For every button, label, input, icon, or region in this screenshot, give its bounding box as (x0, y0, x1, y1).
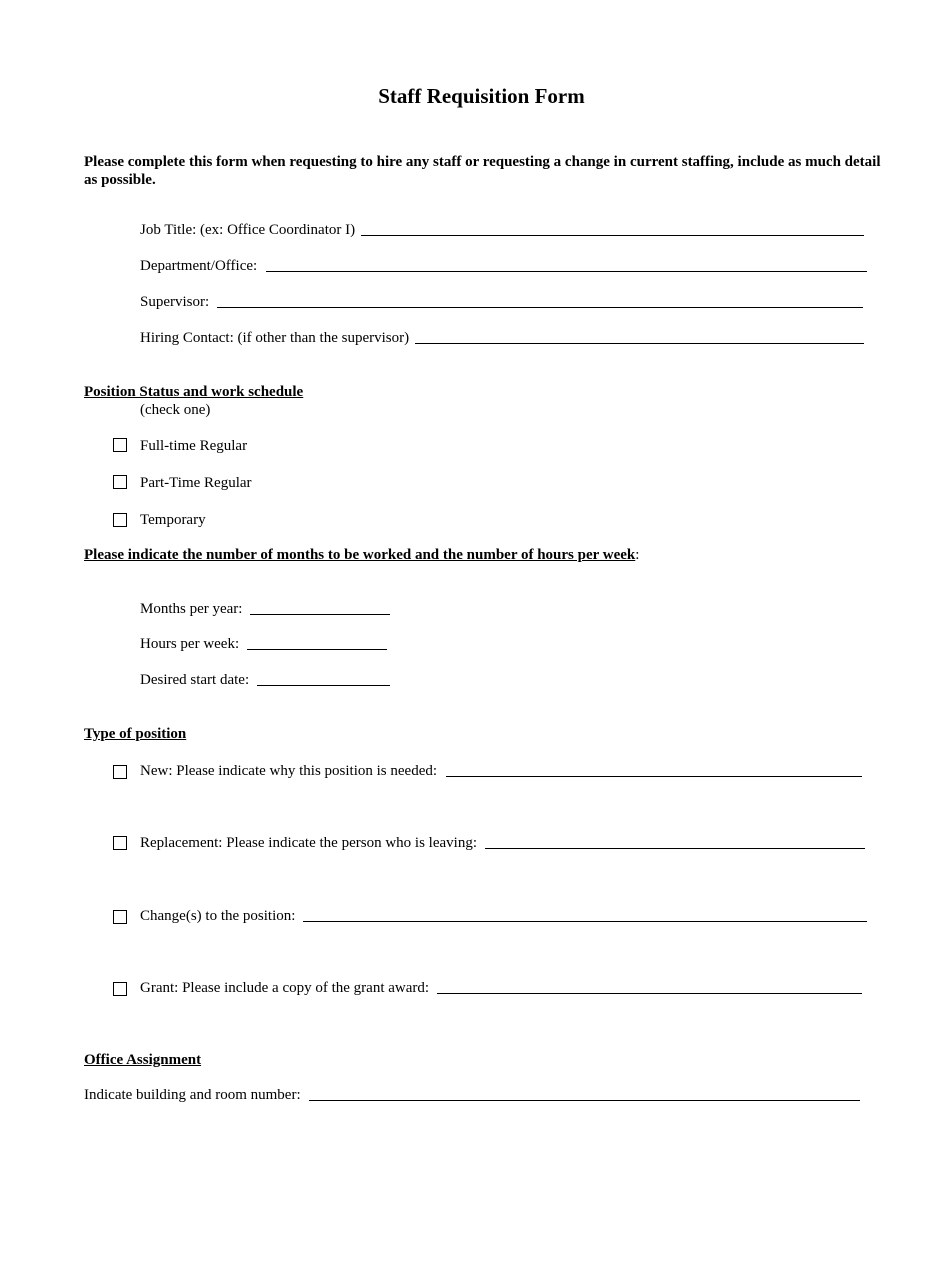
change-line[interactable] (303, 921, 867, 922)
change-label: Change(s) to the position: (140, 908, 296, 924)
schedule-heading (84, 547, 639, 564)
replacement-checkbox[interactable] (113, 836, 127, 850)
schedule-heading-text: Please indicate the number of months to be worked and the number of hours per week (84, 547, 636, 563)
department-label: Department/Office: (140, 258, 258, 274)
grant-checkbox[interactable] (113, 982, 127, 996)
hours-line[interactable] (247, 649, 387, 650)
replacement-field[interactable] (140, 835, 865, 852)
grant-line[interactable] (437, 993, 862, 994)
grant-field[interactable] (140, 980, 862, 997)
part-time-checkbox[interactable] (113, 475, 127, 489)
temporary-checkbox[interactable] (113, 513, 127, 527)
job-title-field[interactable] (140, 222, 864, 239)
room-number-label: Indicate building and room number: (84, 1087, 301, 1103)
hours-label: Hours per week: (140, 636, 240, 652)
hiring-contact-field[interactable] (140, 330, 864, 347)
start-date-field[interactable] (140, 672, 390, 689)
full-time-label: Full-time Regular (140, 438, 248, 454)
check-one-note: (check one) (140, 402, 211, 418)
new-position-label: New: Please indicate why this position is needed: (140, 763, 438, 779)
department-line[interactable] (266, 271, 867, 272)
new-position-field[interactable] (140, 763, 862, 780)
schedule-heading-colon: : (635, 547, 640, 563)
replacement-line[interactable] (485, 848, 865, 849)
form-title: Staff Requisition Form (378, 84, 585, 108)
start-date-label: Desired start date: (140, 672, 250, 688)
job-title-label: Job Title: (ex: Office Coordinator I) (140, 222, 356, 238)
replacement-label: Replacement: Please indicate the person who is leaving: (140, 835, 477, 851)
months-field[interactable] (140, 601, 390, 618)
job-title-line[interactable] (361, 235, 864, 236)
full-time-checkbox[interactable] (113, 438, 127, 452)
months-label: Months per year: (140, 601, 243, 617)
grant-label: Grant: Please include a copy of the grant award: (140, 980, 430, 996)
position-type-heading: Type of position (84, 726, 187, 742)
supervisor-label: Supervisor: (140, 294, 210, 310)
supervisor-line[interactable] (217, 307, 863, 308)
supervisor-field[interactable] (140, 294, 863, 311)
change-field[interactable] (140, 908, 867, 925)
form-instructions: Please complete this form when requesting to hire any staff or requesting a change in current staffing, include as much detail as possible. (84, 154, 881, 188)
start-date-line[interactable] (257, 685, 390, 686)
position-status-heading: Position Status and work schedule (84, 384, 304, 400)
office-assignment-heading: Office Assignment (84, 1052, 202, 1068)
room-number-field[interactable] (84, 1087, 860, 1104)
temporary-label: Temporary (140, 512, 206, 528)
new-checkbox[interactable] (113, 765, 127, 779)
hours-field[interactable] (140, 636, 387, 653)
months-line[interactable] (250, 614, 390, 615)
change-checkbox[interactable] (113, 910, 127, 924)
hiring-contact-label: Hiring Contact: (if other than the supervisor) (140, 330, 410, 346)
hiring-contact-line[interactable] (415, 343, 864, 344)
part-time-label: Part-Time Regular (140, 475, 252, 491)
room-number-line[interactable] (309, 1100, 860, 1101)
new-position-line[interactable] (446, 776, 862, 777)
department-field[interactable] (140, 258, 867, 275)
